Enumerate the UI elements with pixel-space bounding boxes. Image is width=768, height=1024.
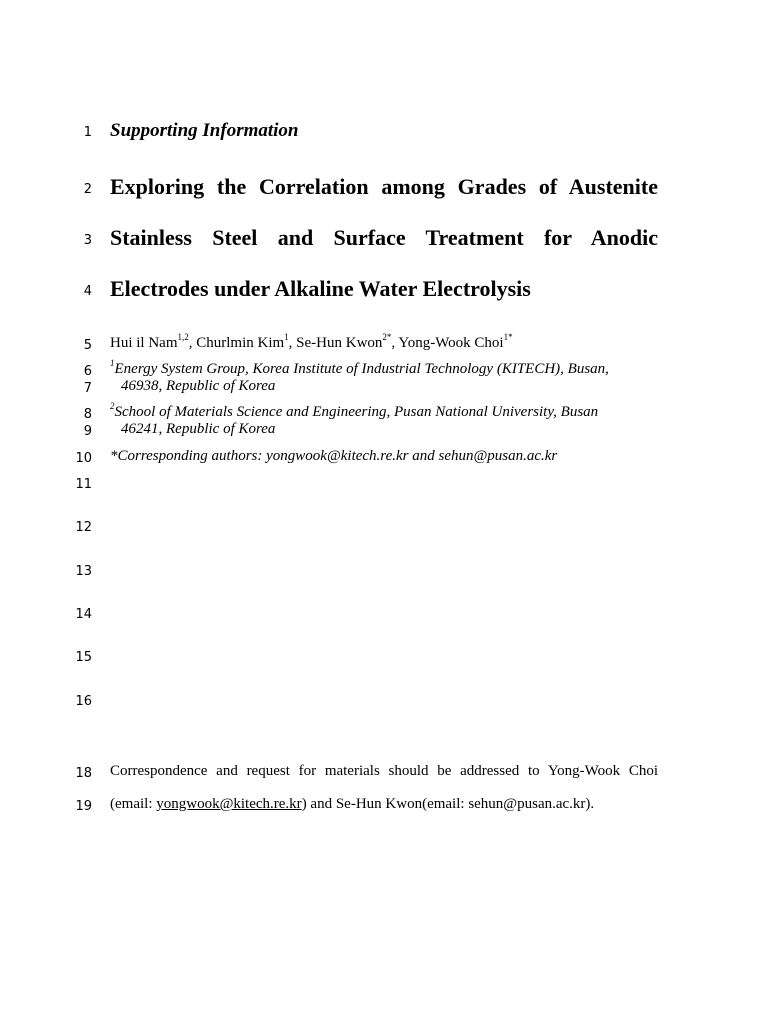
corresponding-authors: *Corresponding authors: yongwook@kitech.re.kr and sehun@pusan.ac.kr [110, 448, 558, 464]
author-affiliation-mark: 2* [382, 332, 392, 342]
paper-title-line-1: Exploring the Correlation among Grades of Austenite [110, 174, 658, 199]
affiliation-2 [110, 401, 658, 421]
line-number: 19 [75, 799, 92, 814]
author-list [110, 332, 658, 352]
supporting-information-label: Supporting Information [110, 120, 299, 141]
line-number: 5 [83, 338, 92, 353]
line-number: 16 [75, 694, 92, 709]
correspondence-statement: Correspondence and request for materials should be addressed to Yong-Wook Choi [110, 763, 658, 779]
author-name: Se-Hun Kwon [296, 335, 383, 351]
correspondence-prefix: (email: [110, 796, 157, 812]
line-number: 13 [75, 564, 92, 579]
correspondence-suffix: ) and Se-Hun Kwon(email: sehun@pusan.ac.kr). [301, 796, 595, 812]
paper-title-line-3: Electrodes under Alkaline Water Electrolysis [110, 276, 531, 301]
author-affiliation-mark: 1* [503, 332, 513, 342]
author-separator: , [188, 335, 197, 351]
line-number: 9 [83, 424, 92, 439]
paper-title-line-2: Stainless Steel and Surface Treatment for Anodic [110, 225, 658, 250]
affiliation-1-continued: 46938, Republic of Korea [121, 378, 276, 394]
affiliation-2-continued: 46241, Republic of Korea [121, 421, 276, 437]
email-link[interactable]: yongwook@kitech.re.kr [156, 796, 302, 812]
line-number: 2 [83, 182, 92, 197]
affiliation-text: Energy System Group, Korea Institute of Industrial Technology (KITECH), Busan, [114, 361, 609, 377]
correspondence-statement-continued [110, 796, 658, 813]
author-affiliation-mark: 1,2 [177, 332, 189, 342]
line-number: 18 [75, 766, 92, 781]
line-number: 6 [83, 364, 92, 379]
affiliation-1 [110, 358, 658, 378]
line-number: 12 [75, 520, 92, 535]
line-number: 3 [83, 233, 92, 248]
line-number: 14 [75, 607, 92, 622]
affiliation-mark: 2 [110, 401, 115, 411]
line-number: 10 [75, 451, 92, 466]
affiliation-mark: 1 [110, 358, 115, 368]
author-name: Yong-Wook Choi [398, 335, 504, 351]
author-affiliation-mark: 1 [284, 332, 289, 342]
line-number: 1 [83, 125, 92, 140]
affiliation-text: School of Materials Science and Engineering, Pusan National University, Busan [114, 404, 599, 420]
line-number: 11 [75, 477, 92, 492]
line-number: 4 [83, 284, 92, 299]
author-separator: , [391, 335, 399, 351]
line-number: 15 [75, 650, 92, 665]
author-name: Hui il Nam [110, 335, 178, 351]
author-name: Churlmin Kim [196, 335, 285, 351]
line-number: 7 [83, 381, 92, 396]
line-number: 8 [83, 407, 92, 422]
author-separator: , [288, 335, 297, 351]
